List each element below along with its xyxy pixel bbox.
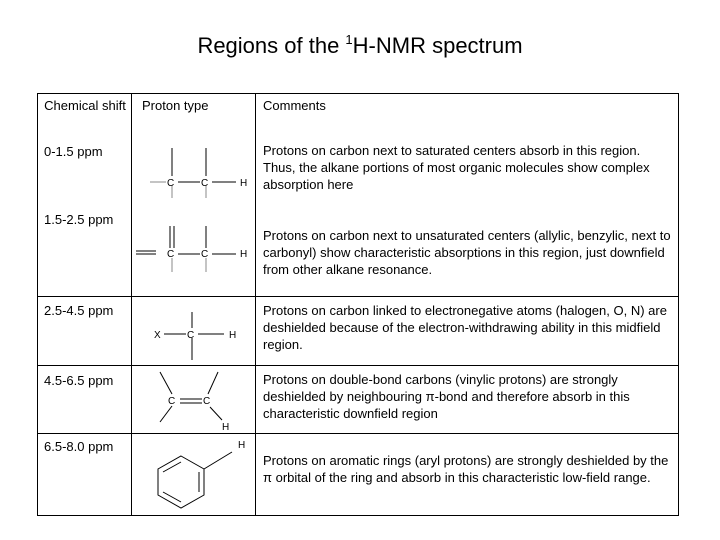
structure-heteroatom — [150, 312, 240, 362]
atom-label: H — [238, 440, 246, 451]
atom-label: C — [203, 396, 211, 407]
shift-range: 6.5-8.0 ppm — [44, 439, 114, 454]
shift-range: 4.5-6.5 ppm — [44, 373, 114, 388]
comment-text: Protons on double-bond carbons (vinylic protons) are strongly deshielded by neighbouring π-bond and therefore absorb in this characteristic downfield region — [263, 372, 630, 421]
atom-label: C — [168, 396, 176, 407]
structure-aromatic — [148, 438, 258, 513]
shift-range: 1.5-2.5 ppm — [44, 212, 114, 227]
header-comments: Comments — [263, 98, 326, 113]
header-proton-type: Proton type — [142, 98, 209, 113]
comment-text: Protons on carbon next to unsaturated centers (allylic, benzylic, next to carbonyl) show characteristic absorptions in this region, just downfield from other alkane resonance. — [263, 228, 671, 277]
comment-text: Protons on aromatic rings (aryl protons) are strongly deshielded by the π orbital of the ring and absorb in this characteristic low-field range. — [263, 453, 669, 485]
structure-allylic — [136, 226, 250, 272]
atom-label: C — [187, 330, 195, 341]
page-title: Regions of the $^1$H-NMR spectrum — [197, 32, 523, 58]
row-divider — [37, 433, 679, 434]
atom-label: C — [201, 249, 209, 260]
header-chemical-shift: Chemical shift — [44, 98, 126, 113]
atom-label: C — [167, 249, 175, 260]
shift-range: 2.5-4.5 ppm — [44, 303, 114, 318]
structure-saturated — [150, 148, 250, 198]
structure-vinylic — [148, 372, 248, 432]
atom-label: C — [167, 178, 175, 189]
atom-label: H — [222, 422, 230, 433]
shift-range: 0-1.5 ppm — [44, 144, 103, 159]
atom-label: C — [201, 178, 209, 189]
atom-label: X — [154, 330, 161, 341]
atom-label: H — [229, 330, 237, 341]
column-divider — [131, 93, 132, 516]
row-divider — [37, 365, 679, 366]
comment-text: Protons on carbon next to saturated centers absorb in this region. Thus, the alkane portions of most organic molecules show complex absorption here — [263, 143, 650, 192]
comment-text: Protons on carbon linked to electronegative atoms (halogen, O, N) are deshielded because of the electron-withdrawing ability in this midfield region. — [263, 303, 667, 352]
atom-label: H — [240, 178, 248, 189]
row-divider — [37, 296, 679, 297]
atom-label: H — [240, 249, 248, 260]
